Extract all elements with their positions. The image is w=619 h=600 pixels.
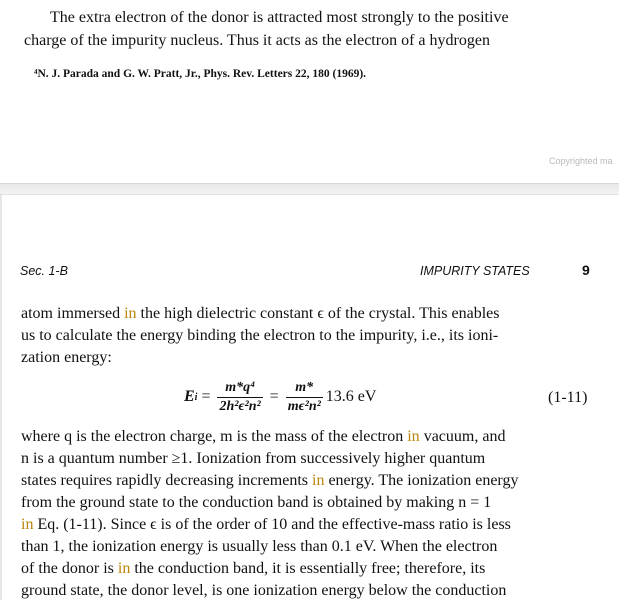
text-segment: the high dielectric constant ϵ of the crystal. This enables	[136, 305, 500, 322]
text-segment: Eq. (1-11). Since ϵ is of the order of 10 and the effective-mass ratio is less	[33, 516, 511, 533]
paragraph-line	[21, 450, 485, 468]
text-segment: vacuum, and	[419, 428, 506, 445]
text-segment: from the ground state to the conduction band is obtained by making n = 1	[21, 494, 492, 511]
text-segment: zation energy:	[21, 349, 112, 366]
search-highlight: in	[407, 428, 420, 445]
text-segment: where q is the electron charge, m is the mass of the electron	[21, 428, 408, 445]
paragraph-line	[21, 472, 518, 490]
paragraph-line	[21, 582, 506, 600]
text-segment: of the donor is	[21, 560, 118, 577]
search-highlight: in	[21, 516, 34, 533]
footnote: ⁴N. J. Parada and G. W. Pratt, Jr., Phys. Rev. Letters 22, 180 (1969).	[34, 68, 367, 80]
paragraph-line	[21, 349, 112, 367]
fraction-1-numerator: m*q⁴	[225, 379, 255, 395]
prev-page-line-2: charge of the impurity nucleus. Thus it acts as the electron of a hydrogen	[24, 32, 490, 49]
paragraph-line	[21, 305, 500, 323]
search-highlight: in	[117, 560, 131, 577]
page-number: 9	[582, 262, 590, 278]
text-segment: than 1, the ionization energy is usually less than 0.1 eV. When the electron	[21, 538, 498, 555]
equation-value: 13.6 eV	[325, 388, 377, 405]
page-divider	[0, 183, 619, 195]
paragraph-line	[21, 428, 505, 446]
paragraph-line	[21, 327, 498, 345]
fraction-1	[217, 380, 262, 415]
fraction-2	[286, 380, 323, 415]
fraction-2-denominator: mϵ²n²	[287, 398, 321, 414]
text-segment: states requires rapidly decreasing increments	[21, 472, 312, 489]
copyright-watermark: Copyrighted ma	[549, 156, 613, 166]
equation-lhs: E	[184, 388, 195, 405]
paragraph-line	[21, 494, 491, 512]
equals-sign: =	[269, 388, 279, 405]
text-segment: atom immersed	[21, 305, 125, 322]
fraction-1-denominator: 2h²ϵ²n²	[219, 398, 261, 414]
equation-1-11	[184, 374, 376, 420]
paragraph-line	[21, 516, 511, 534]
running-title: IMPURITY STATES	[420, 264, 530, 278]
fraction-2-numerator: m*	[295, 379, 314, 395]
paragraph-line	[21, 560, 485, 578]
text-segment: the conduction band, it is essentially free; therefore, its	[130, 560, 486, 577]
text-segment: us to calculate the energy binding the electron to the impurity, i.e., its ioni-	[21, 327, 499, 344]
search-highlight: in	[312, 472, 325, 489]
equals-sign: =	[201, 388, 211, 405]
page-left-edge	[0, 193, 2, 600]
paragraph-line	[21, 538, 497, 556]
text-segment: ground state, the donor level, is one ionization energy below the conduction	[21, 582, 507, 599]
text-segment: n is a quantum number ≥1. Ionization from successively higher quantum	[21, 450, 486, 467]
equation-lhs-subscript: i	[194, 391, 198, 403]
section-header: Sec. 1-B	[20, 264, 68, 278]
search-highlight: in	[124, 305, 137, 322]
equation-label: (1-11)	[548, 389, 588, 406]
text-segment: energy. The ionization energy	[324, 472, 519, 489]
prev-page-line-1: The extra electron of the donor is attracted most strongly to the positive	[50, 9, 509, 26]
